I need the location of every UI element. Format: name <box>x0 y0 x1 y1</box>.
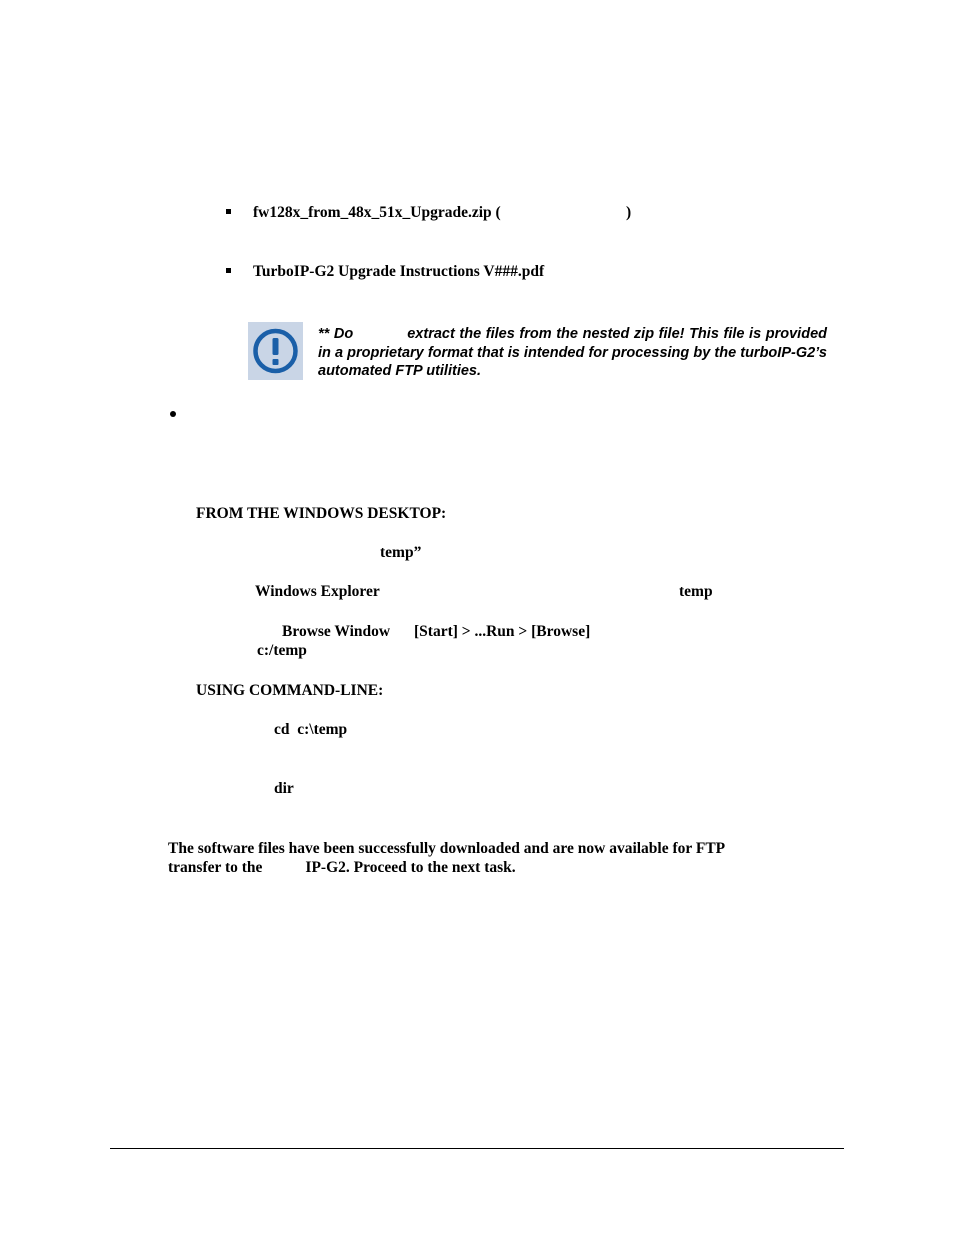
closing-line-2a: transfer to the <box>168 859 263 876</box>
section-bullet <box>170 411 176 417</box>
closing-paragraph <box>168 839 841 877</box>
note-body: extract the files from the nested zip file! This file is provided in a proprietary format that is intended for processing by the turboIP-G2’s automated FTP utilities. <box>318 326 827 379</box>
run-browse-path: [Start] > ...Run > [Browse] <box>414 623 591 640</box>
temp-folder-label: temp <box>679 583 713 600</box>
cd-command: cd c:\temp <box>274 721 348 738</box>
caution-exclamation-icon <box>248 322 303 380</box>
footer-divider <box>110 1148 844 1149</box>
caution-note <box>318 325 827 381</box>
command-line-heading: USING COMMAND-LINE: <box>196 682 384 699</box>
windows-explorer-label: Windows Explorer <box>255 583 380 600</box>
c-temp-path: c:/temp <box>257 642 307 659</box>
note-lead: ** Do <box>318 326 354 342</box>
dir-command: dir <box>274 780 294 797</box>
temp-folder-quoted: temp” <box>380 544 422 561</box>
list-bullet <box>226 268 231 273</box>
windows-desktop-heading: FROM THE WINDOWS DESKTOP: <box>196 505 447 522</box>
browse-window-label: Browse Window <box>282 623 391 640</box>
pdf-file-name: TurboIP-G2 Upgrade Instructions V###.pdf <box>253 263 545 280</box>
closing-line-2b: IP-G2. Proceed to the next task. <box>305 859 516 876</box>
zip-file-close-paren: ) <box>626 204 632 221</box>
closing-line-1: The software files have been successfully downloaded and are now available for FTP <box>168 840 726 857</box>
list-bullet <box>226 209 231 214</box>
zip-file-name: fw128x_from_48x_51x_Upgrade.zip ( <box>253 204 501 221</box>
